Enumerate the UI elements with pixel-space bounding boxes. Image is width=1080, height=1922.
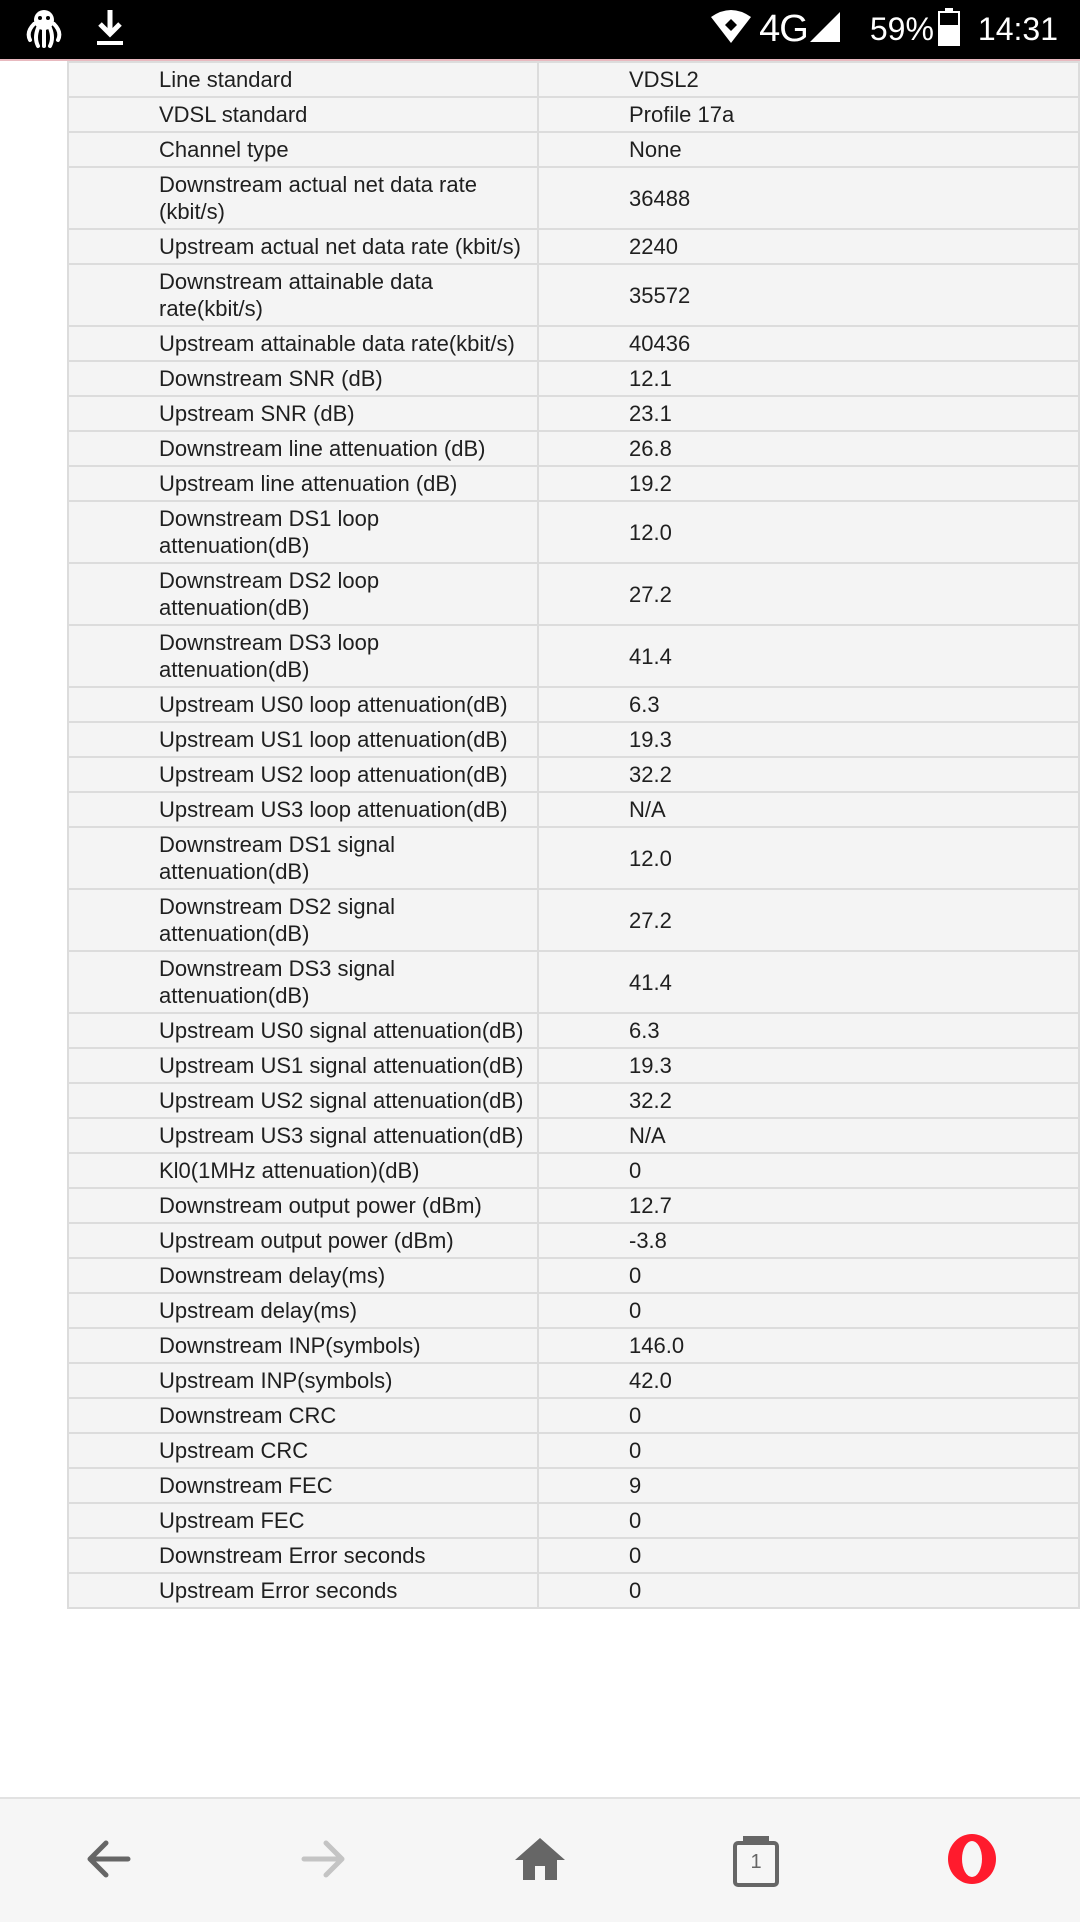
parameter-value: -3.8 <box>538 1223 1079 1258</box>
network-type: 4G <box>759 8 808 50</box>
table-row <box>68 431 1079 466</box>
home-button[interactable] <box>508 1829 572 1893</box>
tabs-button[interactable] <box>724 1829 788 1893</box>
table-row <box>68 1328 1079 1363</box>
parameter-value: 9 <box>538 1468 1079 1503</box>
parameter-label: Upstream SNR (dB) <box>68 396 538 431</box>
parameter-value: N/A <box>538 792 1079 827</box>
parameter-label: Line standard <box>68 62 538 97</box>
parameter-value: 36488 <box>538 167 1079 229</box>
parameter-value: VDSL2 <box>538 62 1079 97</box>
table-row <box>68 167 1079 229</box>
table-row <box>68 466 1079 501</box>
battery-icon <box>938 8 960 51</box>
parameter-value: 27.2 <box>538 889 1079 951</box>
parameter-value: 12.1 <box>538 361 1079 396</box>
parameter-label: Downstream INP(symbols) <box>68 1328 538 1363</box>
page-content[interactable] <box>0 61 1080 1797</box>
opera-logo-icon <box>945 1832 999 1891</box>
parameter-label: Upstream US2 signal attenuation(dB) <box>68 1083 538 1118</box>
parameter-label: Downstream DS2 loop attenuation(dB) <box>68 563 538 625</box>
status-bar <box>0 0 1080 59</box>
parameter-label: Downstream delay(ms) <box>68 1258 538 1293</box>
parameter-label: Upstream CRC <box>68 1433 538 1468</box>
parameter-value: 41.4 <box>538 951 1079 1013</box>
back-button[interactable] <box>76 1829 140 1893</box>
table-row <box>68 722 1079 757</box>
parameter-value: 42.0 <box>538 1363 1079 1398</box>
parameter-value: 6.3 <box>538 687 1079 722</box>
parameter-value: 0 <box>538 1293 1079 1328</box>
parameter-label: VDSL standard <box>68 97 538 132</box>
parameter-value: 0 <box>538 1503 1079 1538</box>
parameter-value: 26.8 <box>538 431 1079 466</box>
parameter-value: 23.1 <box>538 396 1079 431</box>
parameter-label: Downstream CRC <box>68 1398 538 1433</box>
table-row <box>68 1538 1079 1573</box>
parameter-label: Upstream US0 signal attenuation(dB) <box>68 1013 538 1048</box>
forward-button[interactable] <box>292 1829 356 1893</box>
tab-count: 1 <box>750 1851 762 1873</box>
parameter-label: Downstream attainable data rate(kbit/s) <box>68 264 538 326</box>
table-row <box>68 361 1079 396</box>
parameter-value: Profile 17a <box>538 97 1079 132</box>
parameter-label: Upstream US3 loop attenuation(dB) <box>68 792 538 827</box>
parameter-value: 27.2 <box>538 563 1079 625</box>
parameter-value: 0 <box>538 1398 1079 1433</box>
table-row <box>68 1223 1079 1258</box>
table-row <box>68 951 1079 1013</box>
parameter-label: Downstream DS1 loop attenuation(dB) <box>68 501 538 563</box>
parameter-value: 40436 <box>538 326 1079 361</box>
parameter-value: N/A <box>538 1118 1079 1153</box>
parameter-label: Upstream actual net data rate (kbit/s) <box>68 229 538 264</box>
parameter-label: Downstream Error seconds <box>68 1538 538 1573</box>
parameter-value: 12.0 <box>538 501 1079 563</box>
table-row <box>68 1153 1079 1188</box>
table-row <box>68 563 1079 625</box>
parameter-value: 41.4 <box>538 625 1079 687</box>
parameter-label: Downstream DS2 signal attenuation(dB) <box>68 889 538 951</box>
parameter-value: None <box>538 132 1079 167</box>
parameter-label: Channel type <box>68 132 538 167</box>
wifi-icon <box>709 9 753 50</box>
table-row <box>68 1083 1079 1118</box>
parameter-value: 146.0 <box>538 1328 1079 1363</box>
battery-percent: 59% <box>869 11 934 47</box>
table-row <box>68 62 1079 97</box>
parameter-value: 0 <box>538 1258 1079 1293</box>
parameter-value: 0 <box>538 1538 1079 1573</box>
table-row <box>68 1363 1079 1398</box>
table-row <box>68 1013 1079 1048</box>
table-row <box>68 264 1079 326</box>
parameter-label: Upstream US2 loop attenuation(dB) <box>68 757 538 792</box>
parameter-label: Downstream DS1 signal attenuation(dB) <box>68 827 538 889</box>
table-row <box>68 1433 1079 1468</box>
download-icon <box>94 8 126 53</box>
parameter-value: 19.2 <box>538 466 1079 501</box>
table-row <box>68 326 1079 361</box>
parameter-value: 35572 <box>538 264 1079 326</box>
parameter-value: 19.3 <box>538 722 1079 757</box>
table-row <box>68 757 1079 792</box>
table-row <box>68 889 1079 951</box>
parameter-value: 12.0 <box>538 827 1079 889</box>
signal-icon <box>808 10 842 49</box>
table-row <box>68 97 1079 132</box>
parameter-value: 6.3 <box>538 1013 1079 1048</box>
parameter-label: Upstream US0 loop attenuation(dB) <box>68 687 538 722</box>
tabs-icon <box>733 1835 779 1887</box>
clock: 14:31 <box>977 11 1058 47</box>
parameter-value: 0 <box>538 1573 1079 1608</box>
parameter-value: 32.2 <box>538 1083 1079 1118</box>
parameter-value: 19.3 <box>538 1048 1079 1083</box>
table-row <box>68 792 1079 827</box>
parameter-label: Downstream DS3 loop attenuation(dB) <box>68 625 538 687</box>
parameter-label: Downstream SNR (dB) <box>68 361 538 396</box>
parameter-label: Upstream attainable data rate(kbit/s) <box>68 326 538 361</box>
parameter-value: 2240 <box>538 229 1079 264</box>
octopus-icon <box>24 6 64 55</box>
parameter-label: Kl0(1MHz attenuation)(dB) <box>68 1153 538 1188</box>
table-row <box>68 396 1079 431</box>
table-row <box>68 625 1079 687</box>
parameter-label: Upstream FEC <box>68 1503 538 1538</box>
table-row <box>68 1468 1079 1503</box>
parameter-label: Upstream US1 signal attenuation(dB) <box>68 1048 538 1083</box>
parameter-label: Downstream actual net data rate (kbit/s) <box>68 167 538 229</box>
dsl-info-table <box>67 61 1080 1609</box>
browser-nav-bar <box>0 1797 1080 1922</box>
parameter-value: 32.2 <box>538 757 1079 792</box>
parameter-label: Downstream output power (dBm) <box>68 1188 538 1223</box>
parameter-label: Upstream delay(ms) <box>68 1293 538 1328</box>
table-row <box>68 1398 1079 1433</box>
parameter-label: Upstream US1 loop attenuation(dB) <box>68 722 538 757</box>
parameter-value: 12.7 <box>538 1188 1079 1223</box>
parameter-label: Upstream line attenuation (dB) <box>68 466 538 501</box>
parameter-value: 0 <box>538 1153 1079 1188</box>
parameter-label: Downstream DS3 signal attenuation(dB) <box>68 951 538 1013</box>
forward-arrow-icon <box>300 1839 348 1884</box>
table-row <box>68 132 1079 167</box>
parameter-label: Downstream FEC <box>68 1468 538 1503</box>
table-row <box>68 1573 1079 1608</box>
table-row <box>68 229 1079 264</box>
table-row <box>68 1503 1079 1538</box>
back-arrow-icon <box>84 1839 132 1884</box>
table-row <box>68 1258 1079 1293</box>
table-row <box>68 1188 1079 1223</box>
table-row <box>68 1048 1079 1083</box>
table-row <box>68 687 1079 722</box>
opera-menu-button[interactable] <box>940 1829 1004 1893</box>
home-icon <box>513 1836 567 1887</box>
table-row <box>68 501 1079 563</box>
parameter-label: Upstream Error seconds <box>68 1573 538 1608</box>
parameter-label: Downstream line attenuation (dB) <box>68 431 538 466</box>
parameter-value: 0 <box>538 1433 1079 1468</box>
table-row <box>68 827 1079 889</box>
table-row <box>68 1293 1079 1328</box>
parameter-label: Upstream INP(symbols) <box>68 1363 538 1398</box>
table-row <box>68 1118 1079 1153</box>
parameter-label: Upstream US3 signal attenuation(dB) <box>68 1118 538 1153</box>
parameter-label: Upstream output power (dBm) <box>68 1223 538 1258</box>
